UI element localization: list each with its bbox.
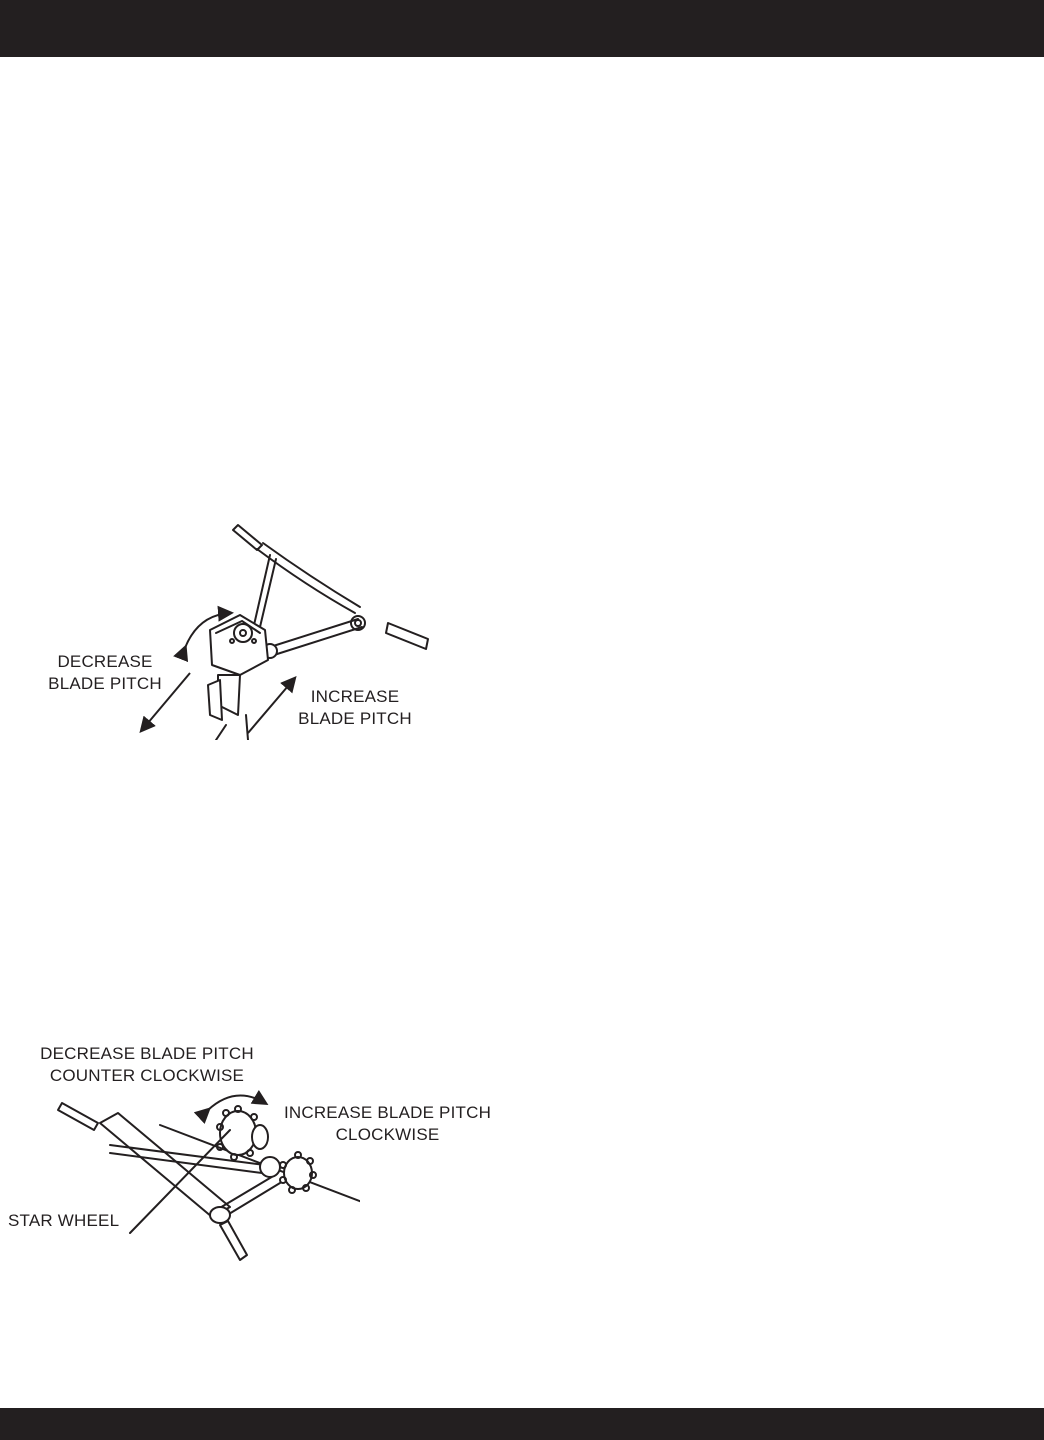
- header-bar: [0, 0, 1044, 57]
- star-wheel-label: STAR WHEEL: [8, 1211, 120, 1230]
- decrease-pitch-label: DECREASE BLADE PITCH: [48, 652, 162, 693]
- increase-pitch-label: INCREASE BLADE PITCH: [298, 687, 412, 728]
- decrease-counterclockwise-label: DECREASE BLADE PITCH COUNTER CLOCKWISE: [40, 1044, 254, 1085]
- increase-clockwise-label: INCREASE BLADE PITCH CLOCKWISE: [283, 1103, 492, 1144]
- footer-bar: [0, 1408, 1044, 1440]
